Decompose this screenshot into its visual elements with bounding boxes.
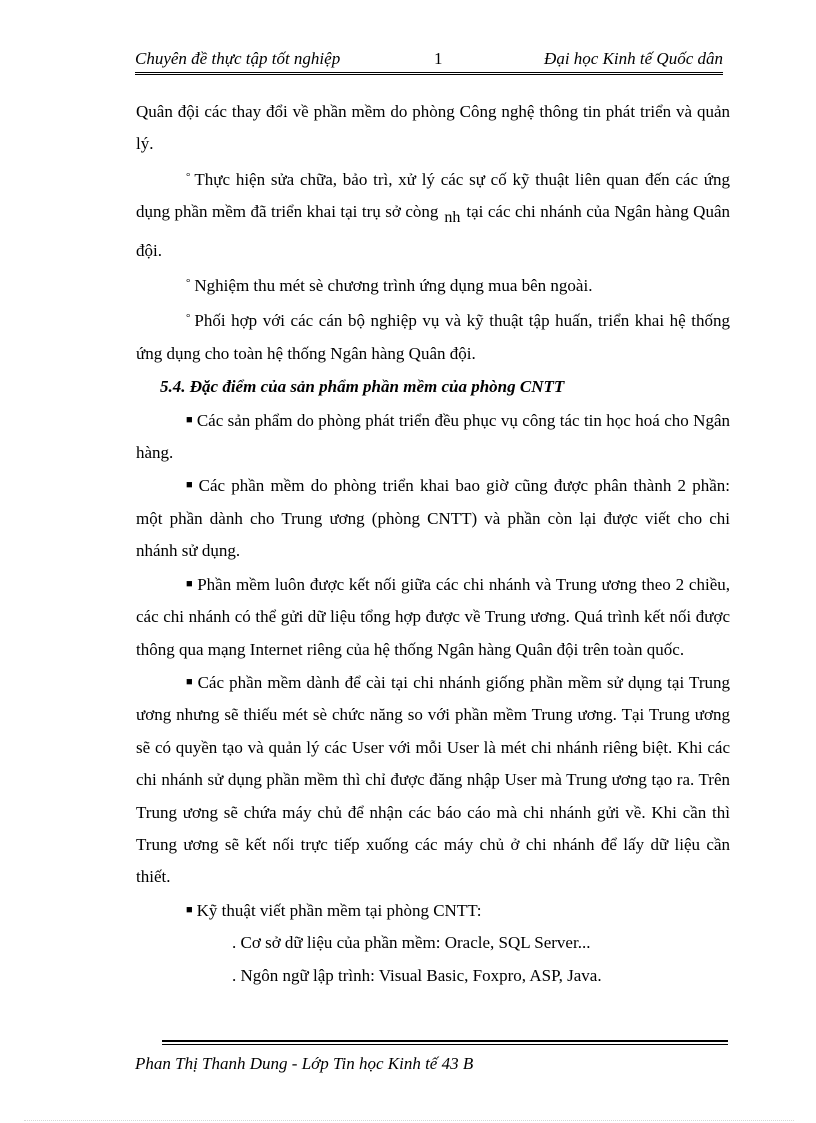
square-bullet-icon: ■	[186, 675, 194, 688]
paragraph-repair-text-a: Thực hiện sửa chữa, bảo trì, xử lý các sự cố kỹ thuật liên quan đến các ứng dụng phần mềm đã triển khai tại trụ sở còng	[136, 169, 730, 222]
bullet-item-connection-text: Phần mềm luôn được kết nối giữa các chi nhánh và Trung ương theo 2 chiều, các chi nhánh có thể gửi dữ liệu tổng hợp được về Trung ương. Quá trình kết nối được thông qua mạng Internet riêng của hệ thống Ngân hàng Quân đội trên toàn quốc.	[136, 574, 730, 659]
bullet-item-deployment	[136, 469, 730, 567]
bullet-item-techniques-text: Kỹ thuật viết phần mềm tại phòng CNTT:	[196, 900, 482, 920]
bullet-item-products	[136, 404, 730, 470]
page-footer: Phan Thị Thanh Dung - Lớp Tin học Kinh tế 43 B	[135, 1054, 474, 1073]
square-bullet-icon: ■	[186, 903, 193, 916]
section-heading: 5.4. Đặc điểm của sản phẩm phần mềm của phòng CNTT	[160, 377, 565, 397]
header-page-number: 1	[434, 49, 443, 68]
square-bullet-icon: ■	[186, 577, 194, 590]
paragraph-acceptance	[136, 267, 730, 302]
paragraph-coordination	[136, 302, 730, 370]
paragraph-acceptance-text: Nghiệm thu mét sè chương trình ứng dụng mua bên ngoài.	[194, 276, 593, 296]
square-bullet-icon: ■	[186, 413, 193, 426]
paragraph-repair-text-b: tại các chi nhánh của Ngân hàng Quân đội.	[136, 202, 730, 260]
bullet-item-techniques	[136, 894, 730, 927]
footer-divider	[162, 1040, 728, 1045]
bullet-item-products-text: Các sản phẩm do phòng phát triển đều phục vụ công tác tin học hoá cho Ngân hàng.	[136, 410, 730, 463]
bullet-item-branch-software-text: Các phần mềm dành để cài tại chi nhánh giống phần mềm sử dụng tại Trung ương nhưng sẽ thiếu mét sè chức năng so với phần mềm Trung ương. Tại Trung ương sẽ có quyền tạo và quản lý các User với mỗi User là mét chi nhánh riêng biệt. Khi các chi nhánh sử dụng phần mềm thì chỉ được đăng nhập User mà Trung ương tạo ra. Trên Trung ương sẽ chứa máy chủ để nhận các báo cáo mà chi nhánh gửi về. Khi cần thì Trung ương sẽ kết nối trực tiếp xuống các máy chủ ở chi nhánh để lấy dữ liệu cần thiết.	[136, 672, 730, 887]
square-bullet-icon: ■	[186, 479, 195, 492]
circle-bullet-icon: °	[186, 277, 191, 290]
paragraph-repair-stray-text: nh	[444, 209, 461, 227]
header-divider	[135, 72, 723, 75]
bullet-item-branch-software	[136, 666, 730, 894]
sub-item-database: . Cơ sở dữ liệu của phần mềm: Oracle, SQL Server...	[232, 933, 591, 953]
page-header	[135, 46, 723, 72]
header-university: Đại học Kinh tế Quốc dân	[544, 49, 723, 68]
header-report-title: Chuyên đề thực tập tốt nghiệp	[135, 49, 341, 68]
paragraph-continuation: Quân đội các thay đổi về phần mềm do phòng Công nghệ thông tin phát triển và quản lý.	[136, 102, 730, 154]
bullet-item-connection	[136, 568, 730, 666]
page-edge-marker	[24, 1120, 794, 1121]
sub-item-languages: . Ngôn ngữ lập trình: Visual Basic, Foxpro, ASP, Java.	[232, 965, 602, 985]
paragraph-coordination-text: Phối hợp với các cán bộ nghiệp vụ và kỹ thuật tập huấn, triển khai hệ thống ứng dụng cho toàn hệ thống Ngân hàng Quân đội.	[136, 311, 730, 363]
circle-bullet-icon: °	[186, 312, 191, 325]
paragraph-repair	[136, 161, 730, 267]
body-content	[136, 96, 730, 992]
bullet-item-deployment-text: Các phần mềm do phòng triển khai bao giờ cũng được phân thành 2 phần: một phần dành cho Trung ương (phòng CNTT) và phần còn lại được viết cho chi nhánh sử dụng.	[136, 476, 730, 561]
circle-bullet-icon: °	[186, 170, 191, 183]
